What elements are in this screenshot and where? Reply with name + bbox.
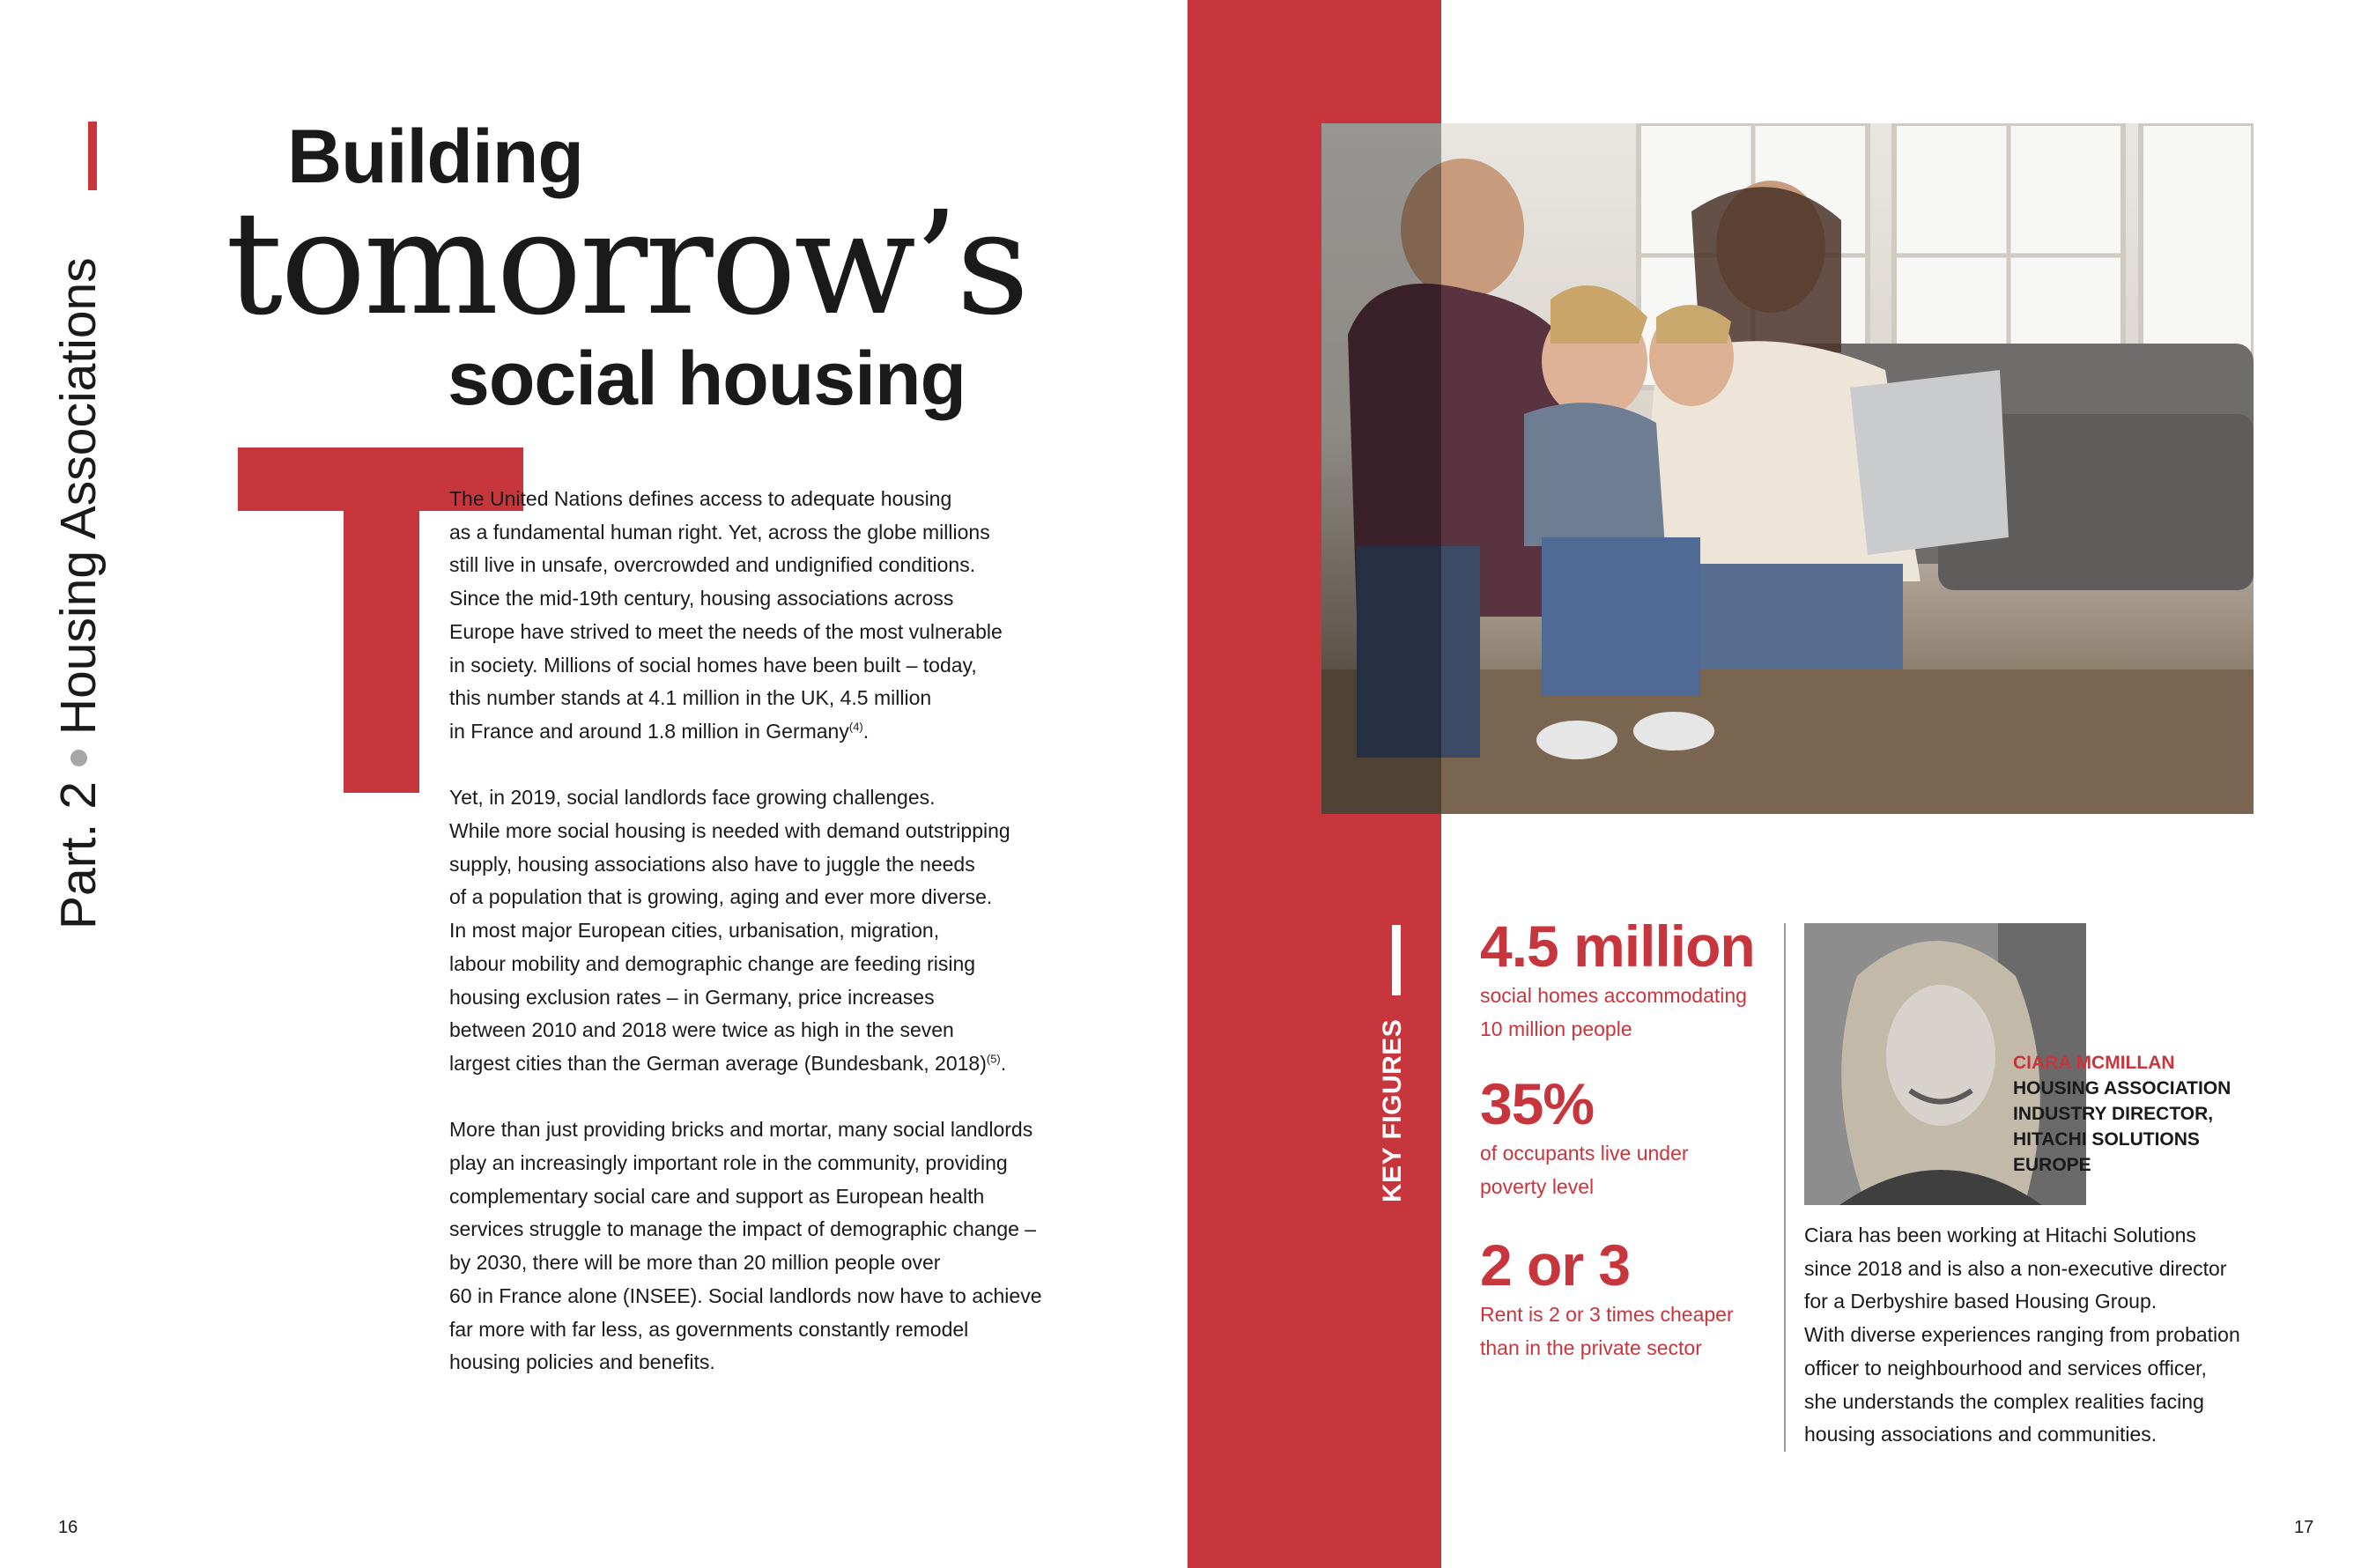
key-figure-description: of occupants live under poverty level <box>1480 1142 1689 1198</box>
profile-bio: Ciara has been working at Hitachi Solutions since 2018 and is also a non-executive director for a Derbyshire based Housing Group. With diverse experiences ranging from probation officer to neighbourhood and services officer, she understands the complex realities facing housing associations and communities. <box>1804 1224 2240 1446</box>
key-figure-value: 35% <box>1480 1071 1595 1136</box>
footnote-ref[interactable]: (4) <box>848 720 863 734</box>
article-body <box>449 483 1066 1413</box>
bullet-dot-icon <box>70 750 87 766</box>
key-figure-value: 4.5 million <box>1480 913 1755 979</box>
article-paragraph: More than just providing bricks and mortar, many social landlords play an increasingly important role in the community, providing complementary social care and support as European health services struggle to manage the impact of demographic change – by 2030, there will be more than 20 million people over 60 in France alone (INSEE). Social landlords now have to achieve far more with far less, as governments constantly remodel housing policies and benefits. <box>449 1118 1042 1374</box>
key-figure-value: 2 or 3 <box>1480 1232 1631 1298</box>
headline-line-1: Building <box>287 115 583 199</box>
key-figure-description: social homes accommodating 10 million people <box>1480 984 1747 1040</box>
profile-caption <box>2013 1050 2277 1178</box>
section-name: Housing Associations <box>50 257 107 736</box>
key-figure-description: Rent is 2 or 3 times cheaper than in the private sector <box>1480 1303 1734 1359</box>
page-number-right: 17 <box>2294 1518 2314 1537</box>
article-paragraph: Yet, in 2019, social landlords face growing challenges. While more social housing is needed with demand outstripping supply, housing associations also have to juggle the needs of a population that is growing, aging and ever more diverse. In most major European cities, urbanisation, migration, labour mobility and demographic change are feeding rising housing exclusion rates – in Germany, price increases between 2010 and 2018 were twice as high in the seven largest cities than the German average (Bundesbank, 2018)$^{(5)}$. <box>449 786 1010 1075</box>
key-figures-accent-bar <box>1392 925 1401 995</box>
part-label: Part. 2 <box>50 781 107 929</box>
key-figures-label: KEY FIGURES <box>1378 1018 1407 1202</box>
key-figure <box>1480 913 1788 1046</box>
key-figure <box>1480 1070 1788 1203</box>
headline-line-2: tomorrow’s <box>226 181 1027 347</box>
section-label <box>49 257 107 929</box>
family-photo <box>1321 123 2254 814</box>
profile-name: CIARA MCMILLAN <box>2013 1053 2175 1073</box>
headline-line-3: social housing <box>448 337 966 421</box>
section-accent-bar <box>88 122 97 190</box>
page-number-left: 16 <box>58 1518 78 1537</box>
drop-cap-t-stem <box>344 447 419 793</box>
column-divider <box>1784 923 1786 1452</box>
profile-title: HOUSING ASSOCIATION INDUSTRY DIRECTOR, HITACHI SOLUTIONS EUROPE <box>2013 1078 2231 1175</box>
key-figure <box>1480 1231 1788 1365</box>
footnote-ref[interactable]: (5) <box>986 1052 1001 1066</box>
article-paragraph: The United Nations defines access to adequate housing as a fundamental human right. Yet, across the globe millions still live in unsafe, overcrowded and undignified conditions. Since the mid-19th century, housing associations across Europe have strived to meet the needs of the most vulnerable in society. Millions of social homes have been built – today, this number stands at 4.1 million in the UK, 4.5 million in France and around 1.8 million in Germany$^{(4)}$. <box>449 487 1003 743</box>
